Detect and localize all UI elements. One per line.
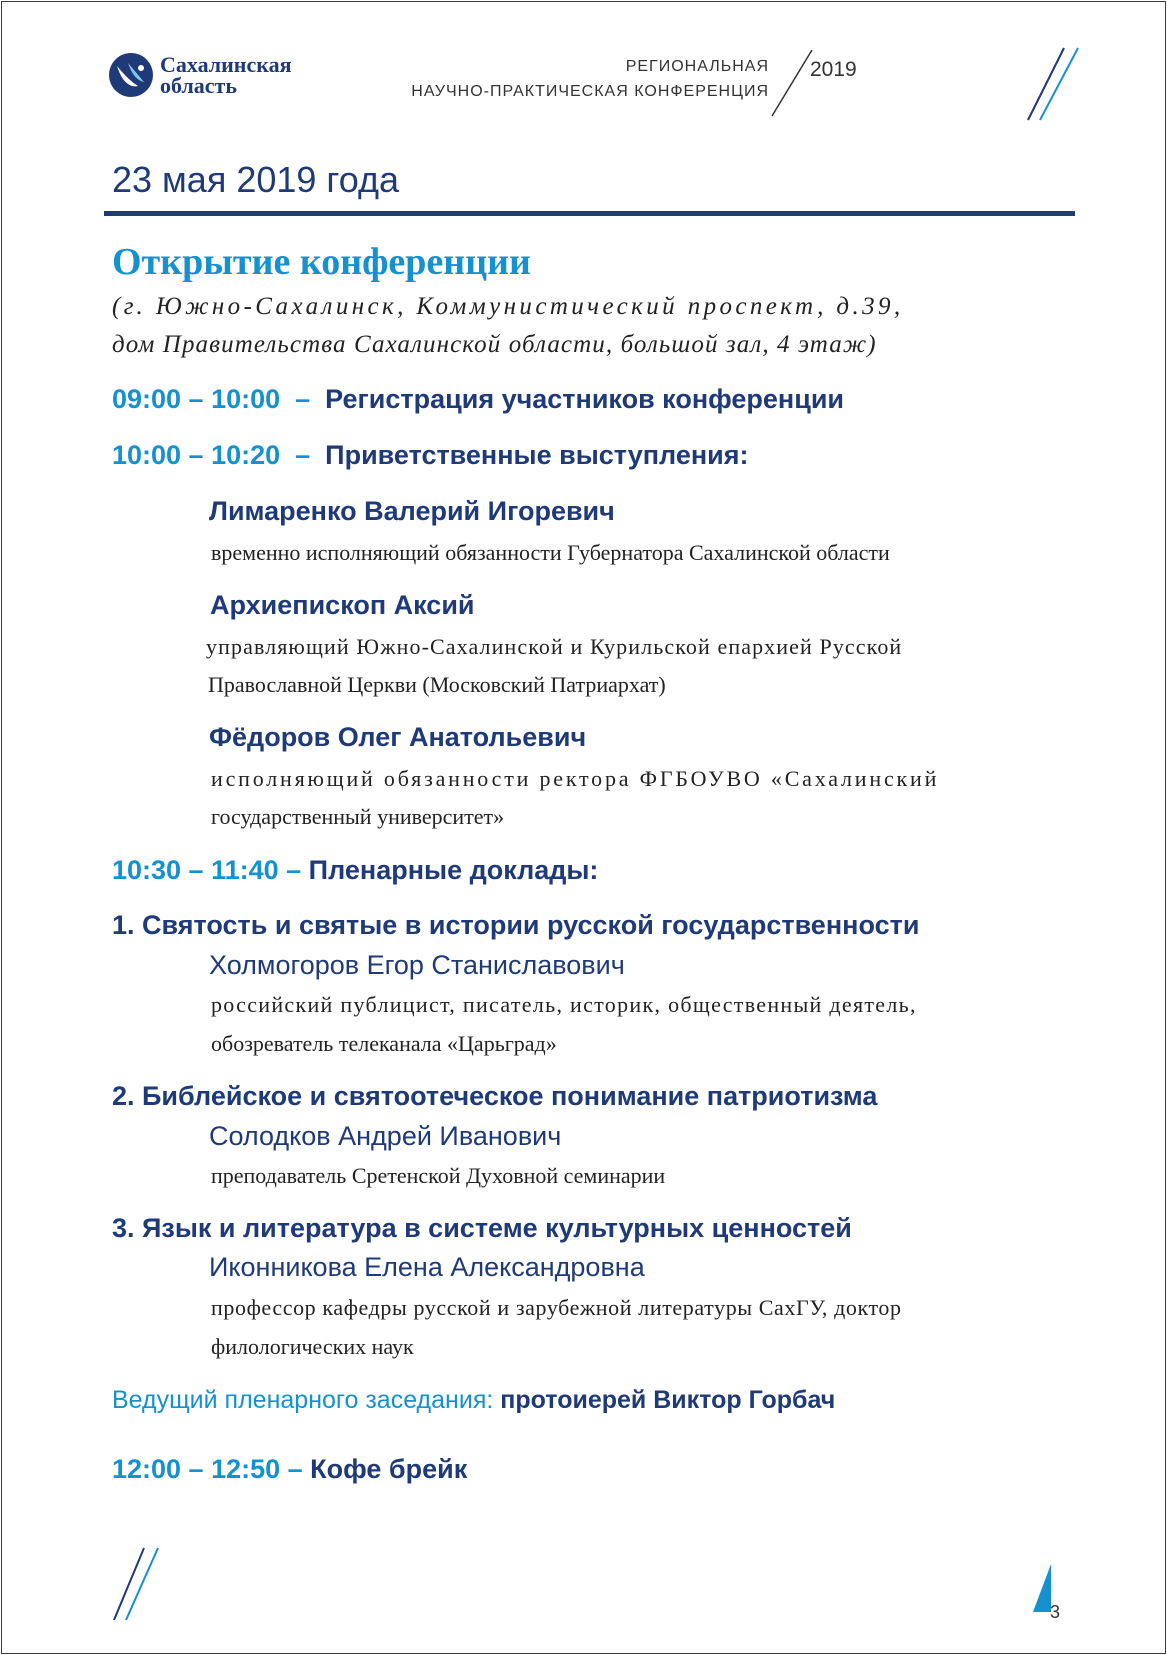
page-number: 3 [1050,1602,1061,1622]
schedule-item-registration: 09:00 – 10:00 – Регистрация участников конференции [112,384,845,414]
header-slash-divider [768,48,814,118]
moderator-name: протоиерей Виктор Горбач [500,1386,836,1414]
header-line-2: НАУЧНО-ПРАКТИЧЕСКАЯ КОНФЕРЕНЦИЯ [411,83,769,100]
report-speaker-position: обозреватель телеканала «Царьград» [211,1031,557,1056]
schedule-title: Кофе брейк [310,1454,468,1484]
header-year: 2019 [810,58,857,81]
report-speaker: Холмогоров Егор Станиславович [209,950,625,980]
report-speaker-position: филологических наук [211,1334,414,1359]
speaker-name: Архиепископ Аксий [210,590,475,620]
schedule-item-greetings: 10:00 – 10:20 – Приветственные выступления: [112,440,749,470]
speaker-name: Лимаренко Валерий Игоревич [209,496,615,526]
speaker-name: Фёдоров Олег Анатольевич [209,722,587,752]
schedule-time: 12:00 – 12:50 [112,1454,281,1484]
heading-rule [104,211,1075,216]
report-title: 2. Библейское и святоотеческое понимание патриотизма [112,1081,878,1111]
moderator-line [112,1386,835,1415]
logo-subtitle: область [160,73,237,98]
speaker-position: государственный университет» [211,804,505,829]
section-title: Открытие конференции [112,241,531,283]
report-speaker-position: российский публицист, писатель, историк, общественный деятель, [211,992,917,1017]
schedule-time: 10:00 – 10:20 [112,440,281,470]
schedule-time: 10:30 – 11:40 [112,855,279,885]
schedule-item-plenary: 10:30 – 11:40 – Пленарные доклады: [112,855,599,885]
header-line-1: РЕГИОНАЛЬНАЯ [625,58,769,75]
speaker-position: исполняющий обязанности ректора ФГБОУВО «Сахалинский [211,766,940,791]
page-date-heading: 23 мая 2019 года [112,159,399,200]
schedule-title: Приветственные выступления: [325,440,749,470]
footer-accent-lines [110,1546,162,1622]
report-speaker: Солодков Андрей Иванович [209,1121,562,1151]
schedule-title: Регистрация участников конференции [325,384,845,414]
schedule-title: Пленарные доклады: [308,855,599,885]
moderator-label: Ведущий пленарного заседания: [112,1386,494,1414]
speaker-position: управляющий Южно-Сахалинской и Курильской епархией Русской [206,634,903,659]
speaker-position: временно исполняющий обязанности Губернатора Сахалинской области [211,540,890,565]
venue-line-1: (г. Южно-Сахалинск, Коммунистический проспект, д.39, [112,293,904,320]
schedule-item-coffee-break: 12:00 – 12:50 – Кофе брейк [112,1454,468,1484]
report-speaker-position: преподаватель Сретенской Духовной семинарии [211,1163,666,1188]
sakhalin-logo-icon [108,52,154,98]
logo-title: Сахалинская [160,52,292,77]
report-title: 1. Святость и святые в истории русской государственности [112,910,920,940]
schedule-time: 09:00 – 10:00 [112,384,281,414]
report-title: 3. Язык и литература в системе культурных ценностей [112,1213,852,1243]
venue-line-2: дом Правительства Сахалинской области, большой зал, 4 этаж) [112,331,877,358]
report-speaker-position: профессор кафедры русской и зарубежной литературы СахГУ, доктор [211,1295,902,1320]
report-speaker: Иконникова Елена Александровна [209,1252,645,1282]
header-accent-lines [1024,46,1084,122]
speaker-position: Православной Церкви (Московский Патриархат) [208,672,666,697]
